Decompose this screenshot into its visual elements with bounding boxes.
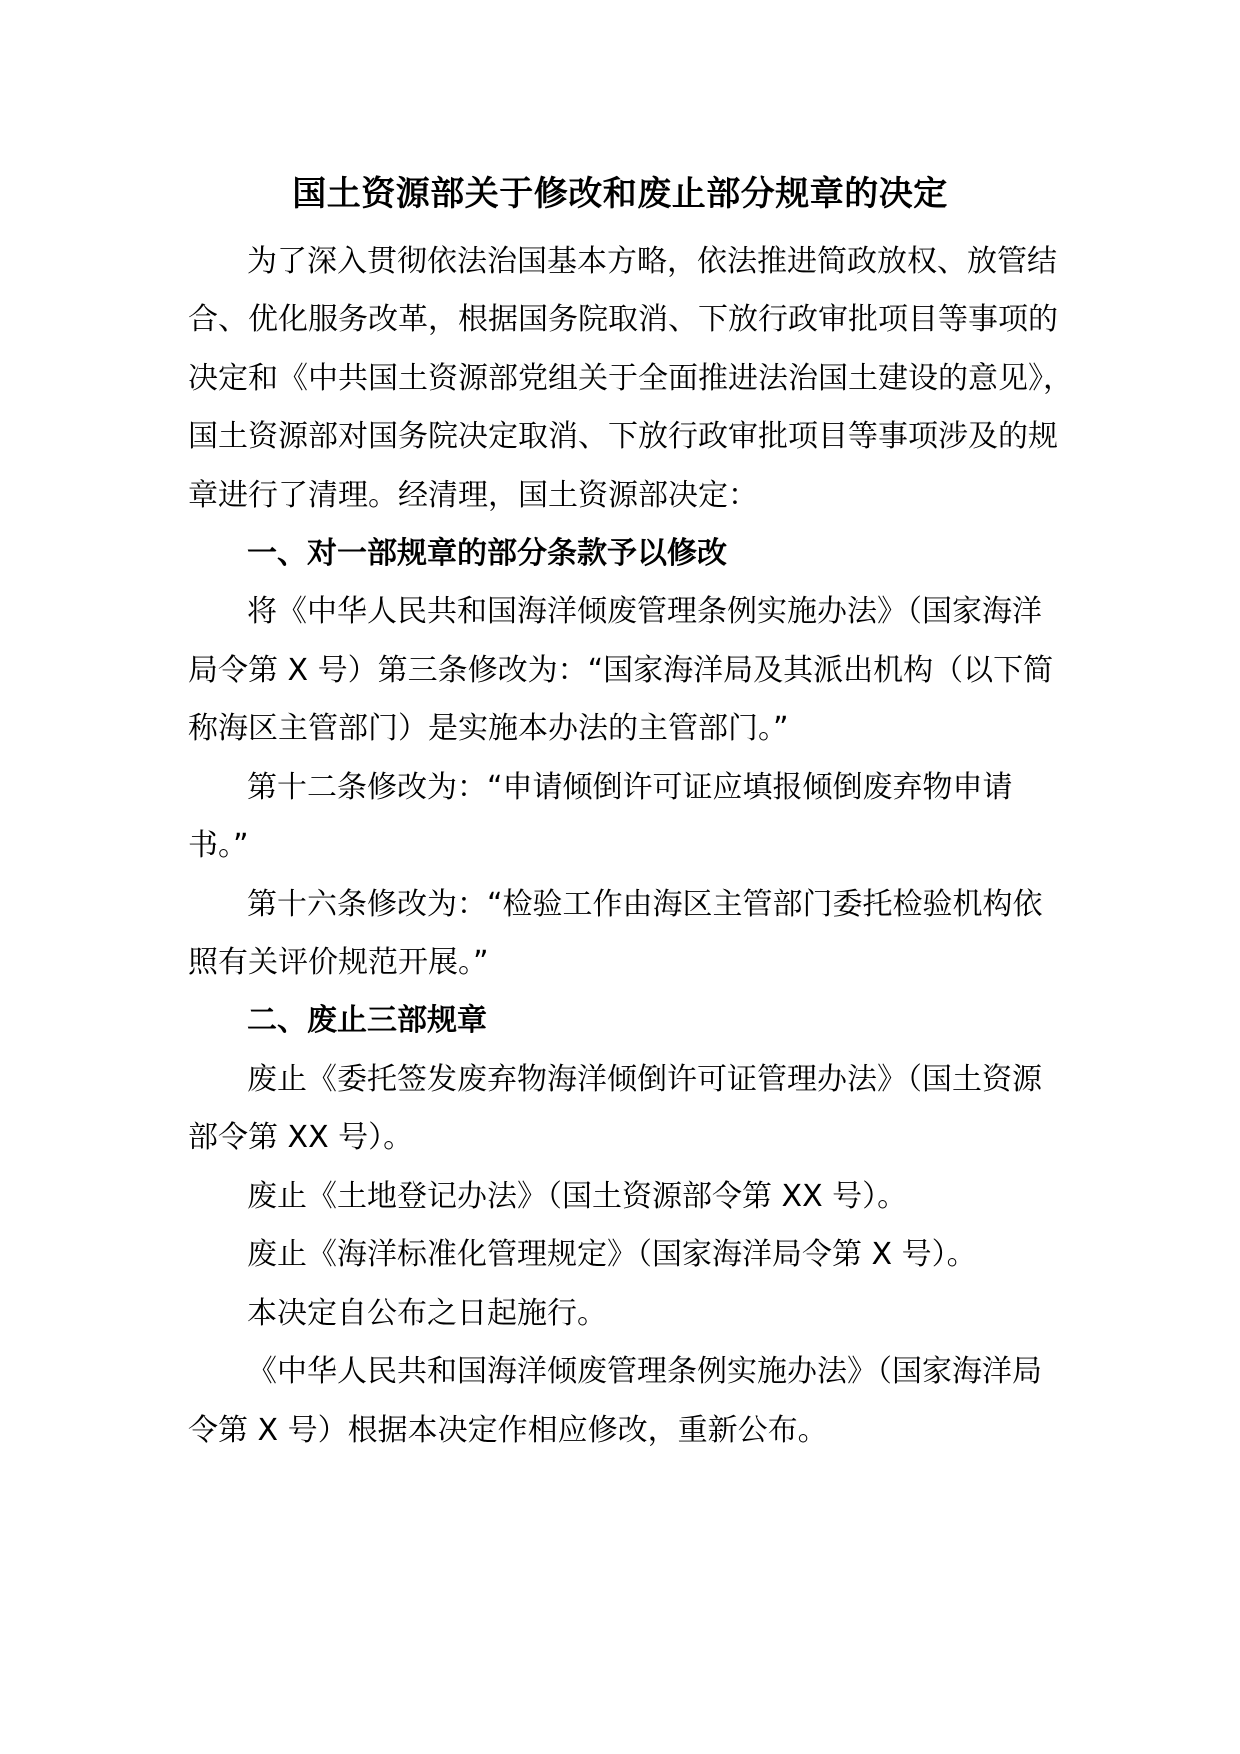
paragraph-line: 书。” xyxy=(188,828,249,863)
paragraph-line: 第十六条修改为：“检验工作由海区主管部门委托检验机构依 xyxy=(247,887,1043,922)
paragraph-line: 本决定自公布之日起施行。 xyxy=(247,1296,607,1331)
paragraph-line: 为了深入贯彻依法治国基本方略，依法推进简政放权、放管结 xyxy=(247,244,1057,279)
paragraph-line: 称海区主管部门）是实施本办法的主管部门。” xyxy=(188,711,789,746)
paragraph-line: 合、优化服务改革，根据国务院取消、下放行政审批项目等事项的 xyxy=(188,302,1058,337)
paragraph-line: 决定和《中共国土资源部党组关于全面推进法治国土建设的意见》， xyxy=(188,361,1073,396)
paragraph-line: 《中华人民共和国海洋倾废管理条例实施办法》（国家海洋局 xyxy=(247,1354,1042,1389)
paragraph-line: 部令第 XX 号）。 xyxy=(188,1120,414,1155)
section-heading: 二、废止三部规章 xyxy=(247,1003,487,1038)
paragraph-line: 照有关评价规范开展。” xyxy=(188,945,489,980)
document-title: 国土资源部关于修改和废止部分规章的决定 xyxy=(292,174,948,214)
paragraph-line: 废止《土地登记办法》（国土资源部令第 XX 号）。 xyxy=(247,1179,908,1214)
paragraph-line: 废止《海洋标准化管理规定》（国家海洋局令第 X 号）。 xyxy=(247,1237,977,1272)
paragraph-line: 局令第 X 号）第三条修改为：“国家海洋局及其派出机构（以下简 xyxy=(188,653,1054,688)
paragraph-line: 章进行了清理。经清理，国土资源部决定： xyxy=(188,478,758,513)
paragraph-line: 废止《委托签发废弃物海洋倾倒许可证管理办法》（国土资源 xyxy=(247,1062,1042,1097)
paragraph-line: 国土资源部对国务院决定取消、下放行政审批项目等事项涉及的规 xyxy=(188,419,1058,454)
section-heading: 一、对一部规章的部分条款予以修改 xyxy=(247,536,727,571)
paragraph-line: 令第 X 号）根据本决定作相应修改，重新公布。 xyxy=(188,1413,828,1448)
paragraph-line: 将《中华人民共和国海洋倾废管理条例实施办法》（国家海洋 xyxy=(247,594,1042,629)
paragraph-line: 第十二条修改为：“申请倾倒许可证应填报倾倒废弃物申请 xyxy=(247,770,1013,805)
